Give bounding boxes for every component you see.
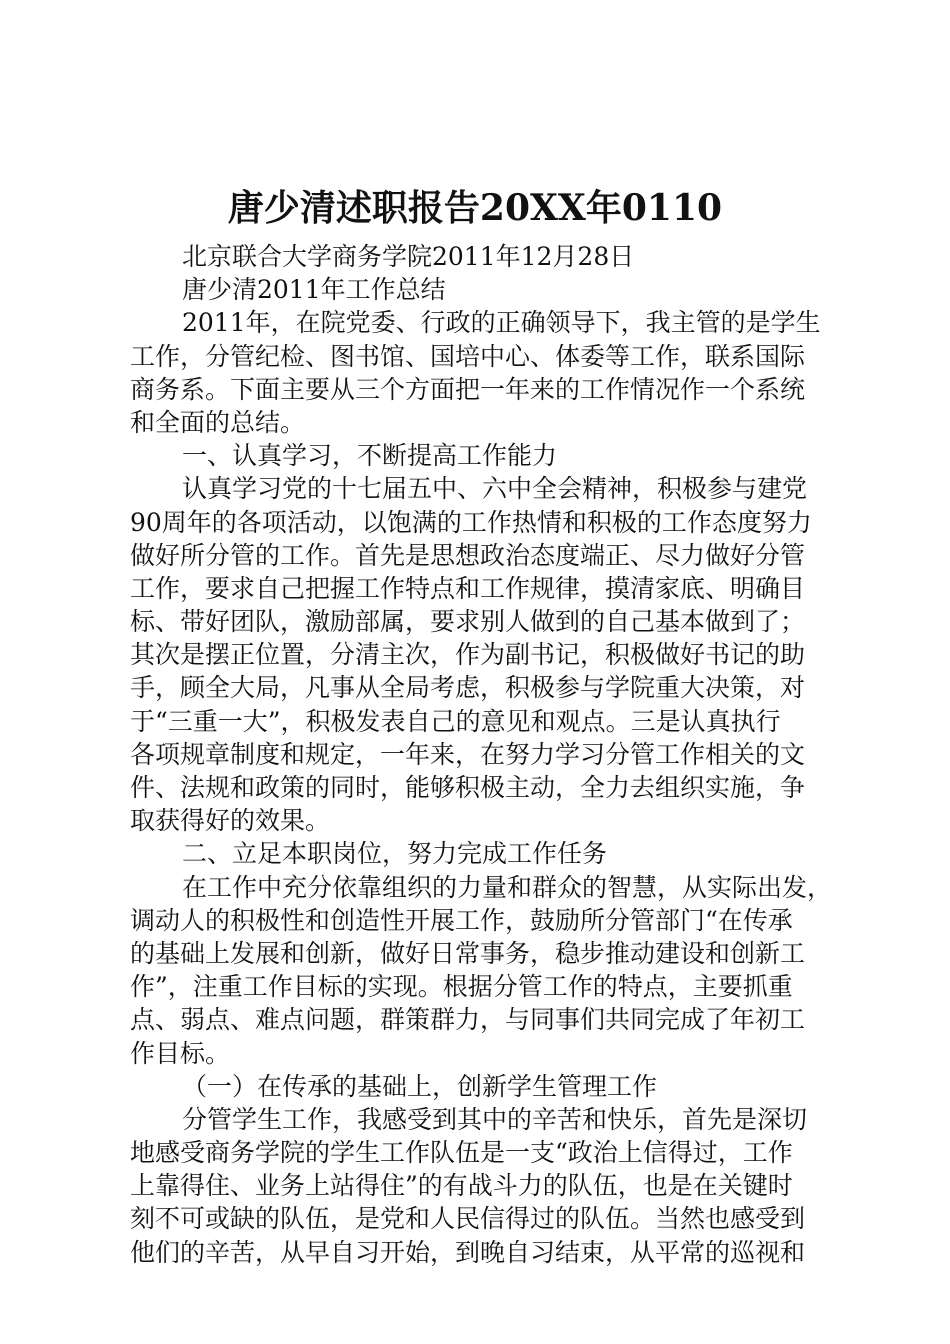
text-line: 作目标。	[130, 1038, 231, 1068]
text-line: 他们的辛苦，从早自习开始，到晚自习结束，从平常的巡视和	[130, 1237, 806, 1267]
text-line: 手，顾全大局，凡事从全局考虑，积极参与学院重大决策，对	[130, 673, 806, 703]
text-line: 刻不可或缺的队伍，是党和人民信得过的队伍。当然也感受到	[130, 1204, 806, 1234]
text-line: 工作，要求自己把握工作特点和工作规律，摸清家底、明确目	[130, 573, 806, 603]
text-line: 标、带好团队，激励部属，要求别人做到的自己基本做到了；	[130, 607, 806, 637]
text-line: 商务系。下面主要从三个方面把一年来的工作情况作一个系统	[130, 374, 806, 404]
text-line: 上靠得住、业务上站得住”的有战斗力的队伍，也是在关键时	[130, 1171, 793, 1201]
text-line: 取获得好的效果。	[130, 806, 331, 836]
document-title: 唐少清述职报告20XX年0110	[227, 187, 723, 229]
text-line: 其次是摆正位置，分清主次，作为副书记，积极做好书记的助	[130, 640, 806, 670]
text-line: 和全面的总结。	[130, 407, 306, 437]
text-line: 二、立足本职岗位，努力完成工作任务	[182, 839, 608, 869]
text-line: 件、法规和政策的同时，能够积极主动，全力去组织实施，争	[130, 773, 806, 802]
text-line: 2011年，在院党委、行政的正确领导下，我主管的是学生	[182, 308, 821, 338]
text-line: 北京联合大学商务学院2011年12月28日	[182, 242, 635, 271]
text-line: 作”，注重工作目标的实现。根据分管工作的特点，主要抓重	[130, 972, 793, 1002]
text-line: 一、认真学习，不断提高工作能力	[182, 441, 558, 471]
text-line: （一）在传承的基础上，创新学生管理工作	[182, 1071, 658, 1101]
text-line: 地感受商务学院的学生工作队伍是一支“政治上信得过，工作	[130, 1138, 793, 1168]
document-body	[130, 240, 833, 1269]
text-line: 分管学生工作，我感受到其中的辛苦和快乐，首先是深切	[182, 1104, 808, 1134]
text-line: 各项规章制度和规定，一年来，在努力学习分管工作相关的文	[130, 739, 806, 769]
text-line: 90周年的各项活动，以饱满的工作热情和积极的工作态度努力	[130, 507, 812, 537]
text-line: 做好所分管的工作。首先是思想政治态度端正、尽力做好分管	[130, 540, 806, 570]
text-line: 点、弱点、难点问题，群策群力，与同事们共同完成了年初工	[130, 1005, 806, 1035]
text-line: 认真学习党的十七届五中、六中全会精神，积极参与建党	[182, 474, 808, 504]
text-line: 的基础上发展和创新，做好日常事务，稳步推动建设和创新工	[130, 938, 806, 968]
text-line: 唐少清2011年工作总结	[182, 275, 446, 305]
text-line: 于“三重一大”，积极发表自己的意见和观点。三是认真执行	[130, 706, 781, 736]
text-line: 在工作中充分依靠组织的力量和群众的智慧，从实际出发，	[182, 872, 833, 902]
text-line: 调动人的积极性和创造性开展工作，鼓励所分管部门“在传承	[130, 905, 793, 935]
text-line: 工作，分管纪检、图书馆、国培中心、体委等工作，联系国际	[130, 341, 806, 371]
